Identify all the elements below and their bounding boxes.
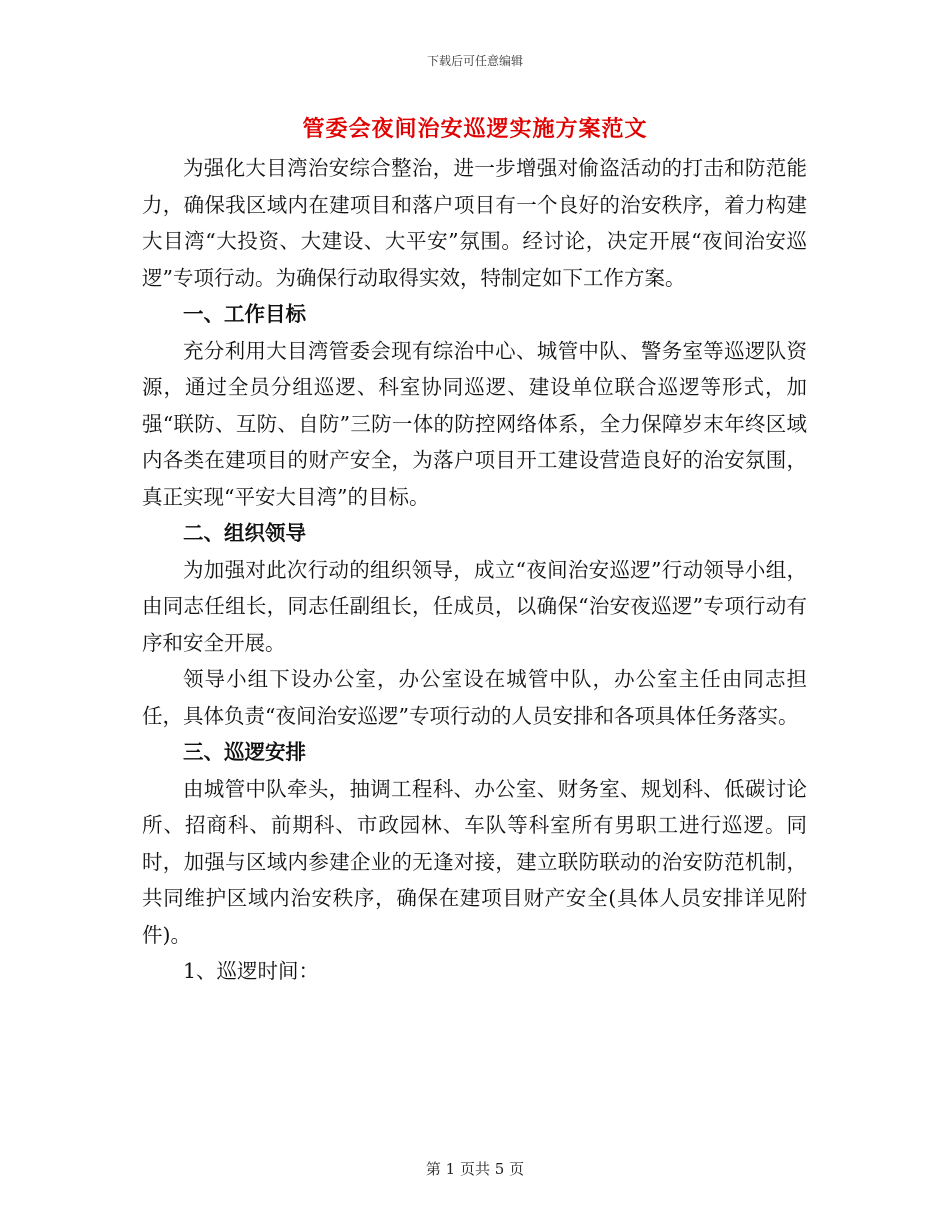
page-footer-number: 第 1 页共 5 页	[425, 1160, 525, 1178]
page-header-note: 下载后可任意编辑	[426, 54, 523, 68]
subheading-patrol-time: 1、巡逻时间：	[183, 959, 320, 983]
document-body	[142, 150, 807, 990]
section-body-goals: 充分利用大目湾管委会现有综治中心、城管中队、警务室等巡逻队资源，通过全员分组巡逻、科室协同巡逻、建设单位联合巡逻等形式，加强“联防、互防、自防”三防一体的防控网络体系，全力保障岁末年终区域内各类在建项目的财产安全，为落户项目开工建设营造良好的治安氛围，真正实现“平安大目湾”的目标。	[142, 338, 807, 509]
section-heading-goals: 一、工作目标	[183, 302, 306, 326]
section-body-patrol: 由城管中队牵头，抽调工程科、办公室、财务室、规划科、低碳讨论所、招商科、前期科、市政园林、车队等科室所有男职工进行巡逻。同时，加强与区域内参建企业的无逢对接，建立联防联动的治安防范机制，共同维护区域内治安秩序，确保在建项目财产安全(具体人员安排详见附件)。	[142, 776, 807, 947]
intro-paragraph: 为强化大目湾治安综合整治，进一步增强对偷盗活动的打击和防范能力，确保我区域内在建项目和落户项目有一个良好的治安秩序，着力构建大目湾“大投资、大建设、大平安”氛围。经讨论，决定开展“夜间治安巡逻”专项行动。为确保行动取得实效，特制定如下工作方案。	[142, 156, 807, 290]
document-title: 管委会夜间治安巡逻实施方案范文	[302, 116, 648, 142]
section-body-organization-1: 为加强对此次行动的组织领导，成立“夜间治安巡逻”行动领导小组，由同志任组长，同志任副组长，任成员，以确保“治安夜巡逻”专项行动有序和安全开展。	[142, 557, 807, 655]
section-heading-organization: 二、组织领导	[183, 521, 306, 545]
section-body-organization-2: 领导小组下设办公室，办公室设在城管中队，办公室主任由同志担任，具体负责“夜间治安巡逻”专项行动的人员安排和各项具体任务落实。	[142, 667, 807, 728]
section-heading-patrol: 三、巡逻安排	[183, 740, 306, 764]
